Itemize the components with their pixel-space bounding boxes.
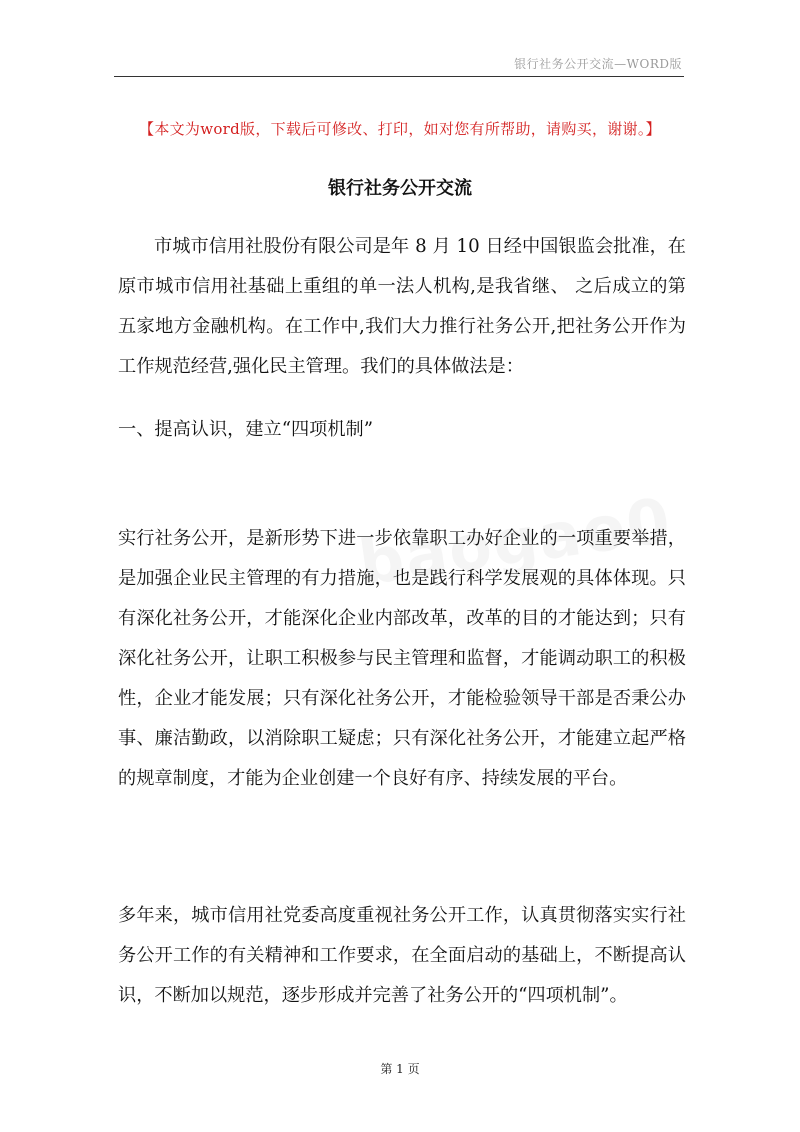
document-title: 银行社务公开交流: [328, 178, 472, 199]
paragraph-significance: 实行社务公开，是新形势下进一步依靠职工办好企业的一项重要举措，是加强企业民主管理的有力措施，也是践行科学发展观的具体体现。只有深化社务公开，才能深化企业内部改革，改革的目的才能达到；只有深化社务公开，让职工积极参与民主管理和监督，才能调动职工的积极性，企业才能发展；只有深化社务公开，才能检验领导干部是否秉公办事、廉洁勤政，以消除职工疑虑；只有深化社务公开，才能建立起严格的规章制度，才能为企业创建一个良好有序、持续发展的平台。: [118, 528, 686, 789]
section-heading-1: 一、提高认识，建立“四项机制”: [118, 419, 374, 440]
header-divider: [114, 76, 684, 77]
paragraph-mechanism: 多年来，城市信用社党委高度重视社务公开工作，认真贯彻落实实行社务公开工作的有关精神和工作要求，在全面启动的基础上，不断提高认识，不断加以规范，逐步形成并完善了社务公开的“四项机制”。: [118, 905, 686, 1006]
page-number: 第 1 页: [380, 1062, 420, 1076]
purchase-notice: 【本文为word版，下载后可修改、打印，如对您有所帮助，请购买，谢谢。】: [139, 120, 661, 138]
paragraph-intro: 市城市信用社股份有限公司是年 8 月 10 日经中国银监会批准，在原市城市信用社基础上重组的单一法人机构,是我省继、 之后成立的第五家地方金融机构。在工作中,我们大力推行社务公开,把社务公开作为工作规范经营,强化民主管理。我们的具体做法是：: [118, 236, 686, 377]
header-title: 银行社务公开交流—WORD版: [514, 57, 682, 71]
